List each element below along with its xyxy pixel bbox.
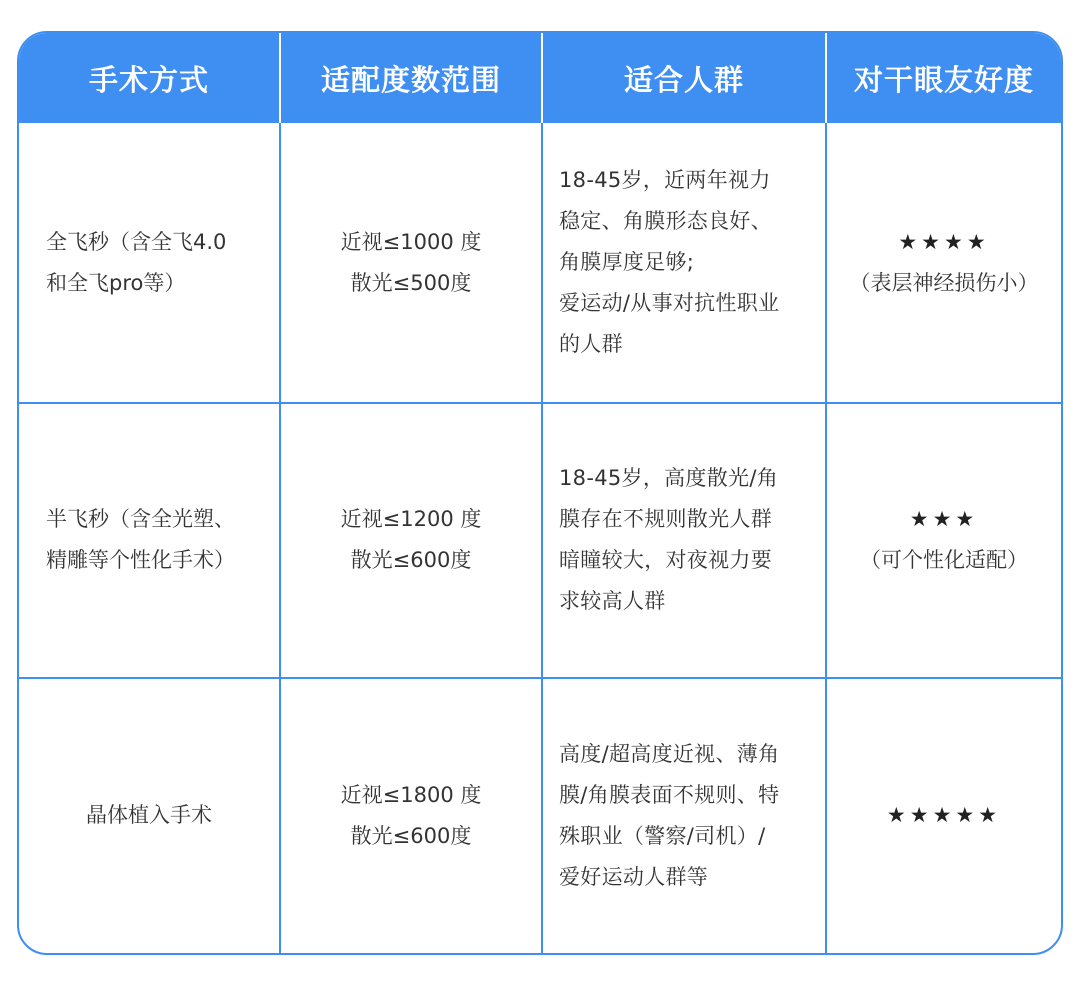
surgery-table — [19, 33, 1061, 953]
people-line: 的人群 — [559, 332, 623, 357]
method-line: 晶体植入手术 — [86, 803, 212, 828]
star-rating: ★★★ — [909, 507, 979, 532]
header-people: 适合人群 — [542, 33, 826, 123]
method-line: 和全飞pro等） — [46, 270, 186, 295]
friendliness-cell — [826, 403, 1061, 677]
range-cell — [280, 403, 542, 677]
people-cell — [542, 678, 826, 953]
comparison-table — [17, 31, 1063, 955]
range-line: 近视≤1200 度 — [340, 507, 482, 532]
star-rating: ★★★★★ — [886, 803, 1002, 828]
header-row — [19, 33, 1061, 123]
people-line: 膜存在不规则散光人群 — [559, 507, 772, 532]
people-line: 高度/超高度近视、薄角 — [559, 741, 780, 766]
people-line: 18-45岁，高度散光/角 — [559, 466, 778, 491]
friendliness-cell — [826, 678, 1061, 953]
table-row — [19, 678, 1061, 953]
range-line: 近视≤1800 度 — [340, 782, 482, 807]
friendliness-cell — [826, 123, 1061, 403]
method-cell — [19, 403, 280, 677]
range-cell — [280, 123, 542, 403]
friendliness-note: （可个性化适配） — [860, 548, 1028, 573]
range-line: 近视≤1000 度 — [340, 229, 482, 254]
table-row — [19, 403, 1061, 677]
friendliness-note: （表层神经损伤小） — [849, 270, 1039, 295]
header-range: 适配度数范围 — [280, 33, 542, 123]
method-cell — [19, 678, 280, 953]
people-line: 殊职业（警察/司机）/ — [559, 823, 766, 848]
people-line: 角膜厚度足够; — [559, 250, 695, 275]
range-line: 散光≤500度 — [350, 270, 472, 295]
people-cell — [542, 403, 826, 677]
range-cell — [280, 678, 542, 953]
method-line: 半飞秒（含全光塑、 — [46, 507, 235, 532]
method-cell — [19, 123, 280, 403]
people-line: 暗瞳较大，对夜视力要 — [559, 548, 772, 573]
header-friendliness: 对干眼友好度 — [826, 33, 1061, 123]
range-line: 散光≤600度 — [350, 823, 472, 848]
people-line: 爱运动/从事对抗性职业 — [559, 291, 780, 316]
people-line: 爱好运动人群等 — [559, 864, 709, 889]
people-line: 膜/角膜表面不规则、特 — [559, 782, 780, 807]
method-line: 精雕等个性化手术） — [46, 548, 235, 573]
method-line: 全飞秒（含全飞4.0 — [46, 229, 227, 254]
header-method: 手术方式 — [19, 33, 280, 123]
range-line: 散光≤600度 — [350, 548, 472, 573]
table-row — [19, 123, 1061, 403]
people-line: 稳定、角膜形态良好、 — [559, 209, 772, 234]
star-rating: ★★★★ — [898, 229, 990, 254]
people-line: 18-45岁，近两年视力 — [559, 168, 771, 193]
people-cell — [542, 123, 826, 403]
people-line: 求较高人群 — [559, 589, 666, 614]
